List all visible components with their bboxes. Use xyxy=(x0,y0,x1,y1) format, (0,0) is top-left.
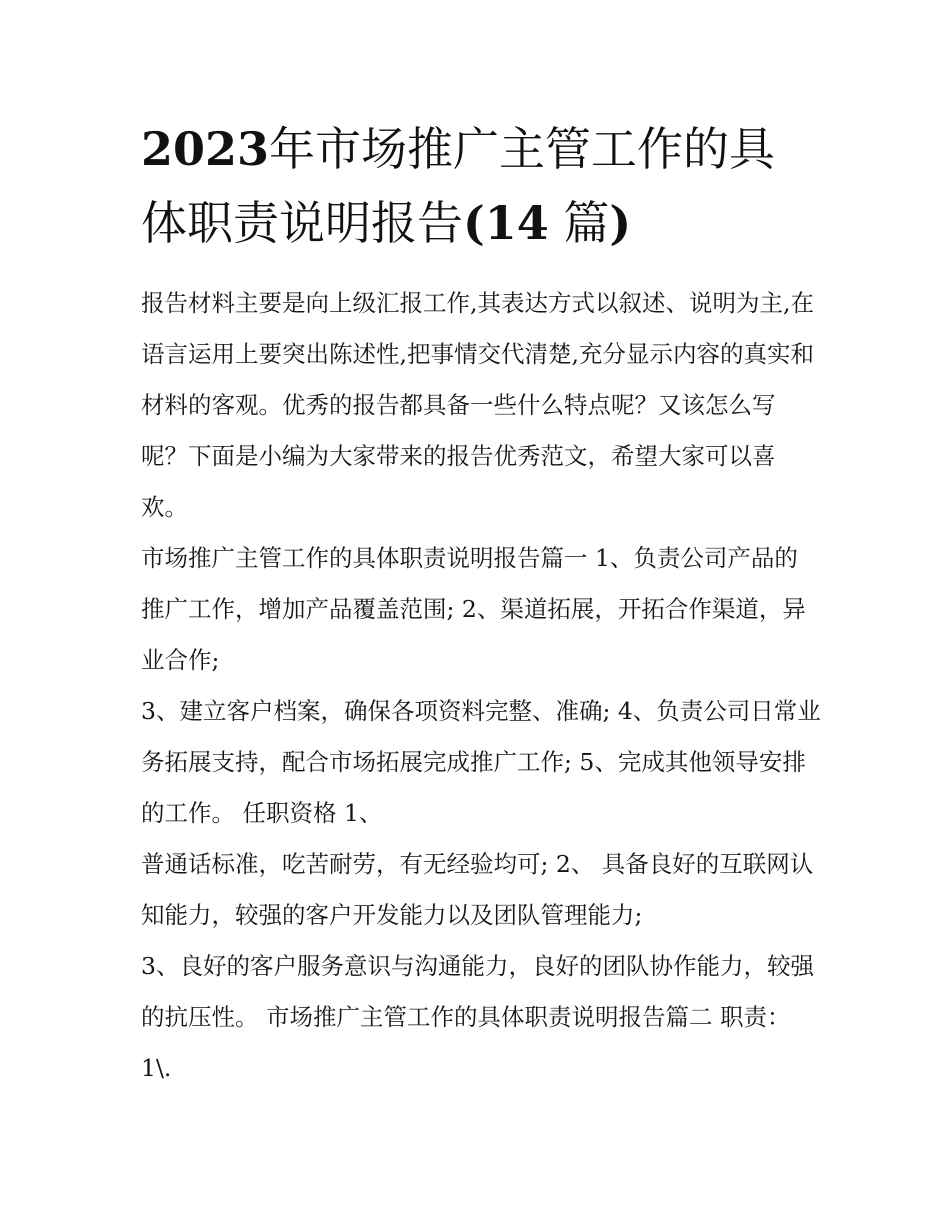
paragraph-duties-2: 3、建立客户档案，确保各项资料完整、准确; 4、负责公司日常业务拓展支持，配合市场拓展完成推广工作; 5、完成其他领导安排的工作。 任职资格 1、 xyxy=(141,697,821,827)
paragraph-intro: 报告材料主要是向上级汇报工作,其表达方式以叙述、说明为主,在语言运用上要突出陈述性,把事情交代清楚,充分显示内容的真实和材料的客观。优秀的报告都具备一些什么特点呢？又该怎么写呢？下面是小编为大家带来的报告优秀范文，希望大家可以喜欢。 xyxy=(141,289,814,521)
title-count-close: ) xyxy=(609,196,632,250)
title-count-unit: 篇 xyxy=(563,196,610,250)
title-count-open: (14 xyxy=(463,196,549,250)
document-title xyxy=(141,112,821,260)
title-year: 2023 xyxy=(141,122,270,176)
document-body xyxy=(141,278,821,1094)
paragraph-requirements-2: 3、良好的客户服务意识与沟通能力，良好的团队协作能力，较强的抗压性。 市场推广主管工作的具体职责说明报告篇二 职责： 1\. xyxy=(141,952,814,1082)
paragraph-duties-1: 市场推广主管工作的具体职责说明报告篇一 1、负责公司产品的推广工作，增加产品覆盖范围; 2、渠道拓展，开拓合作渠道，异业合作; xyxy=(141,544,806,674)
title-text: 年市场推广主管工作的具体职责说明报告 xyxy=(141,122,776,250)
paragraph-requirements-1: 普通话标准，吃苦耐劳，有无经验均可; 2、 具备良好的互联网认知能力，较强的客户开发能力以及团队管理能力; xyxy=(141,850,814,929)
